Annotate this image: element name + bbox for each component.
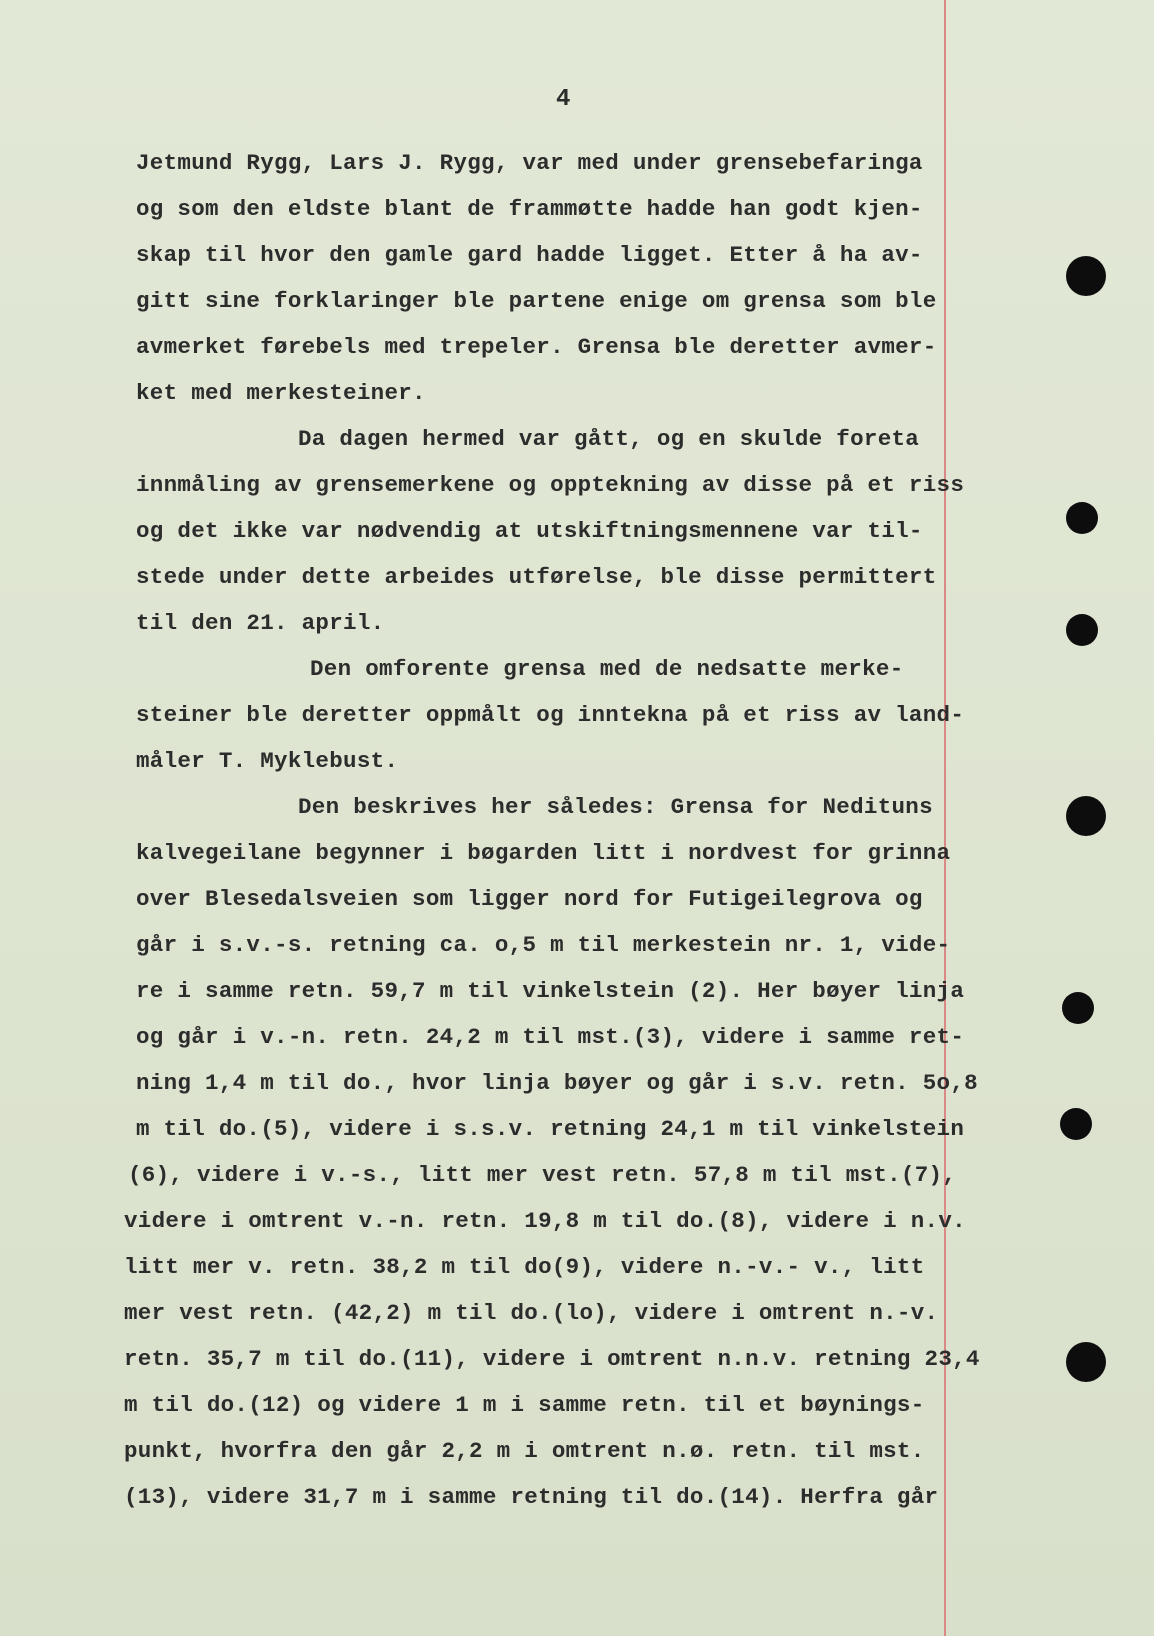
page-number: 4 (556, 86, 571, 113)
text-line: (6), videre i v.-s., litt mer vest retn. 57,8 m til mst.(7), (128, 1162, 957, 1188)
text-line: m til do.(12) og videre 1 m i samme retn. til et bøynings- (124, 1392, 925, 1418)
punch-hole (1066, 502, 1098, 534)
text-line: kalvegeilane begynner i bøgarden litt i nordvest for grinna (136, 840, 951, 866)
text-line: går i s.v.-s. retning ca. o,5 m til merkestein nr. 1, vide- (136, 932, 951, 958)
text-line: innmåling av grensemerkene og opptekning av disse på et riss (136, 472, 965, 498)
text-line: måler T. Myklebust. (136, 748, 399, 774)
margin-rule (944, 0, 946, 1636)
text-line: til den 21. april. (136, 610, 385, 636)
punch-hole (1066, 1342, 1106, 1382)
text-line: over Blesedalsveien som ligger nord for Futigeilegrova og (136, 886, 923, 912)
text-line: og som den eldste blant de frammøtte hadde han godt kjen- (136, 196, 923, 222)
text-line: Jetmund Rygg, Lars J. Rygg, var med under grensebefaringa (136, 150, 923, 176)
text-line: skap til hvor den gamle gard hadde ligget. Etter å ha av- (136, 242, 923, 268)
text-line: videre i omtrent v.-n. retn. 19,8 m til do.(8), videre i n.v. (124, 1208, 966, 1234)
punch-hole (1066, 256, 1106, 296)
text-line: Da dagen hermed var gått, og en skulde foreta (298, 426, 920, 452)
text-line: avmerket førebels med trepeler. Grensa ble deretter avmer- (136, 334, 937, 360)
text-line: ket med merkesteiner. (136, 380, 426, 406)
text-line: re i samme retn. 59,7 m til vinkelstein (2). Her bøyer linja (136, 978, 965, 1004)
text-line: litt mer v. retn. 38,2 m til do(9), videre n.-v.- v., litt (124, 1254, 925, 1280)
text-line: punkt, hvorfra den går 2,2 m i omtrent n.ø. retn. til mst. (124, 1438, 925, 1464)
punch-hole (1060, 1108, 1092, 1140)
text-line: og går i v.-n. retn. 24,2 m til mst.(3), videre i samme ret- (136, 1024, 965, 1050)
text-line: Den omforente grensa med de nedsatte merke- (310, 656, 904, 682)
punch-hole (1062, 992, 1094, 1024)
punch-hole (1066, 614, 1098, 646)
text-line: mer vest retn. (42,2) m til do.(lo), videre i omtrent n.-v. (124, 1300, 939, 1326)
text-line: ning 1,4 m til do., hvor linja bøyer og går i s.v. retn. 5o,8 (136, 1070, 978, 1096)
text-line: retn. 35,7 m til do.(11), videre i omtrent n.n.v. retning 23,4 (124, 1346, 980, 1372)
text-line: steiner ble deretter oppmålt og inntekna på et riss av land- (136, 702, 965, 728)
text-line: m til do.(5), videre i s.s.v. retning 24,1 m til vinkelstein (136, 1116, 965, 1142)
text-line: Den beskrives her således: Grensa for Nedituns (298, 794, 933, 820)
text-line: (13), videre 31,7 m i samme retning til do.(14). Herfra går (124, 1484, 939, 1510)
text-line: stede under dette arbeides utførelse, ble disse permittert (136, 564, 937, 590)
punch-hole (1066, 796, 1106, 836)
text-line: gitt sine forklaringer ble partene enige om grensa som ble (136, 288, 937, 314)
text-line: og det ikke var nødvendig at utskiftningsmennene var til- (136, 518, 923, 544)
